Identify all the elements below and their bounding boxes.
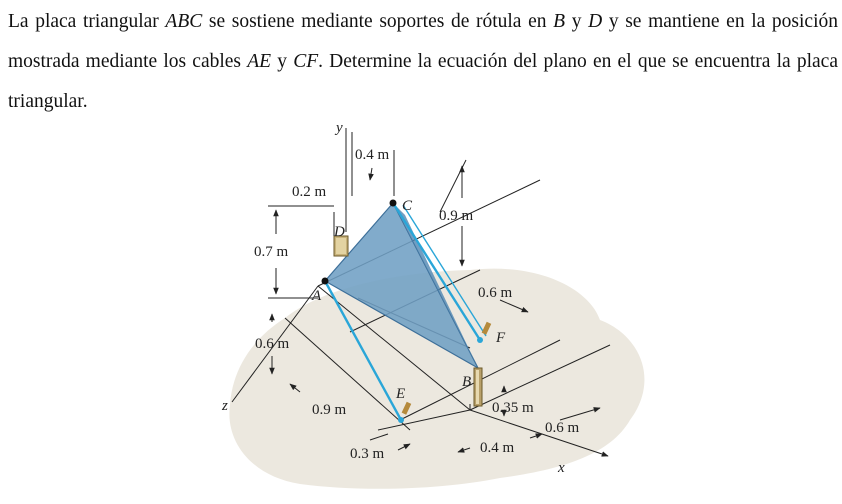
label-a: A (312, 288, 322, 304)
dim-035: 0.35 m (492, 400, 534, 416)
support-d: D (588, 11, 603, 32)
label-c: C (402, 198, 413, 214)
dim-03: 0.3 m (350, 446, 385, 462)
label-b: B (462, 374, 472, 390)
x-axis-label: x (558, 460, 565, 476)
dim-09-right: 0.9 m (439, 208, 474, 224)
dim-04-bottom: 0.4 m (480, 440, 515, 456)
dim-04-top: 0.4 m (355, 147, 390, 163)
label-d: D (334, 224, 345, 240)
label-e: E (396, 386, 406, 402)
y-axis-label: y (336, 120, 343, 136)
cable-ae: AE (247, 51, 272, 72)
text-4: y se mantiene en la posición mostrada mediante los cables (8, 11, 839, 72)
cable-cf: CF (293, 51, 319, 72)
text-1: La placa triangular (8, 11, 166, 32)
dim-07: 0.7 m (254, 244, 289, 260)
support-b-post (474, 368, 482, 406)
dim-06-bottom: 0.6 m (545, 420, 580, 436)
text-5: y (271, 51, 294, 72)
plate-name: ABC (165, 11, 203, 32)
point-c-dot (390, 200, 397, 207)
support-b: B (553, 11, 566, 32)
text-3: y (565, 11, 589, 32)
text-2: se sostiene mediante soportes de rótula en (202, 11, 554, 32)
point-a-dot (322, 278, 329, 285)
y-axis (334, 120, 346, 232)
z-axis-label: z (222, 398, 228, 414)
dim-02: 0.2 m (292, 184, 327, 200)
label-f: F (496, 330, 506, 346)
dim-06-left: 0.6 m (255, 336, 290, 352)
dim-09-bottom: 0.9 m (312, 402, 347, 418)
text-6: . Determine la ecuación del plano en el que se encuentra la placa triangular. (8, 51, 838, 112)
dim-06-right: 0.6 m (478, 285, 513, 301)
